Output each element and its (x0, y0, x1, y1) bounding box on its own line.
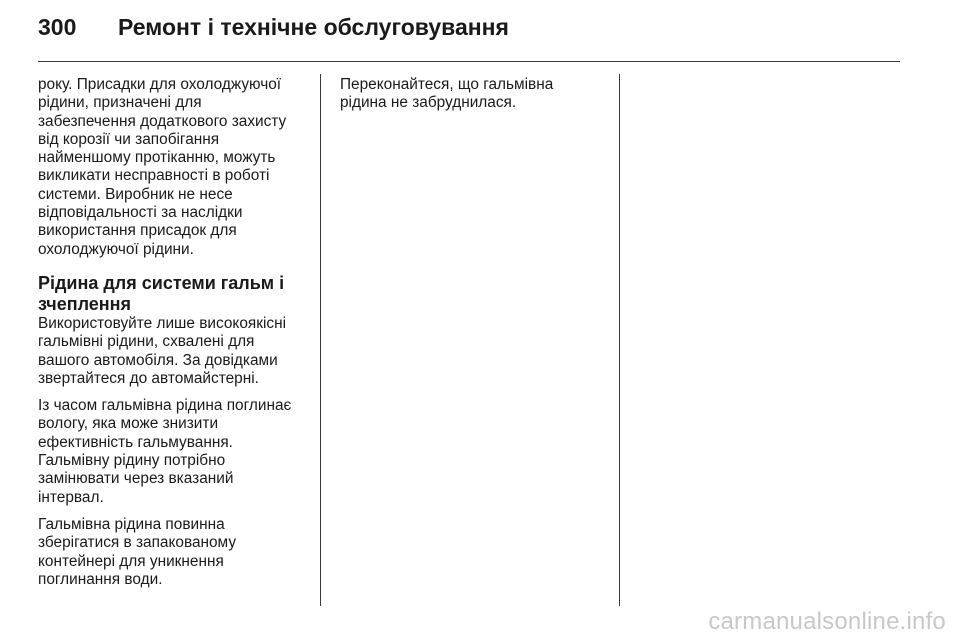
column-divider-right (619, 74, 620, 606)
paragraph-check-contamination: Переконайтеся, що гальмівна рідина не забруднилася. (340, 76, 554, 112)
section-heading-brake-fluid: Рідина для системи гальм і зчеплення (38, 272, 285, 314)
page-number: 300 (38, 14, 77, 40)
paragraph-use-quality-fluid: Використовуйте лише високоякісні гальмівні рідини, схвалені для вашого автомобіля. За довідками звертайтеся до автомайстерні. (38, 314, 286, 387)
page-title: Ремонт і технічне обслуговування (118, 14, 509, 40)
text-column-left (38, 76, 328, 598)
watermark-logo: carmanualsonline.info (708, 608, 946, 635)
paragraph-coolant-additives: року. Присадки для охолоджуючої рідини, призначені для забезпечення додаткового захисту від корозії чи запобігання найменшому протіканню, можуть викликати несправності в роботі системи. Виробник не несе відповідальності за наслідки використання присадок для охолоджуючої рідини. (38, 76, 287, 258)
column-divider-left (320, 74, 321, 606)
page-header (38, 14, 509, 46)
header-divider (38, 61, 900, 62)
paragraph-moisture-absorption: Із часом гальмівна рідина поглинає вологу, яка може знизити ефективність гальмування. Гальмівну рідину потрібно замінювати через вказаний інтервал. (38, 397, 292, 506)
text-column-middle (340, 76, 615, 122)
paragraph-storage: Гальмівна рідина повинна зберігатися в запакованому контейнері для уникнення поглинання води. (38, 515, 237, 588)
